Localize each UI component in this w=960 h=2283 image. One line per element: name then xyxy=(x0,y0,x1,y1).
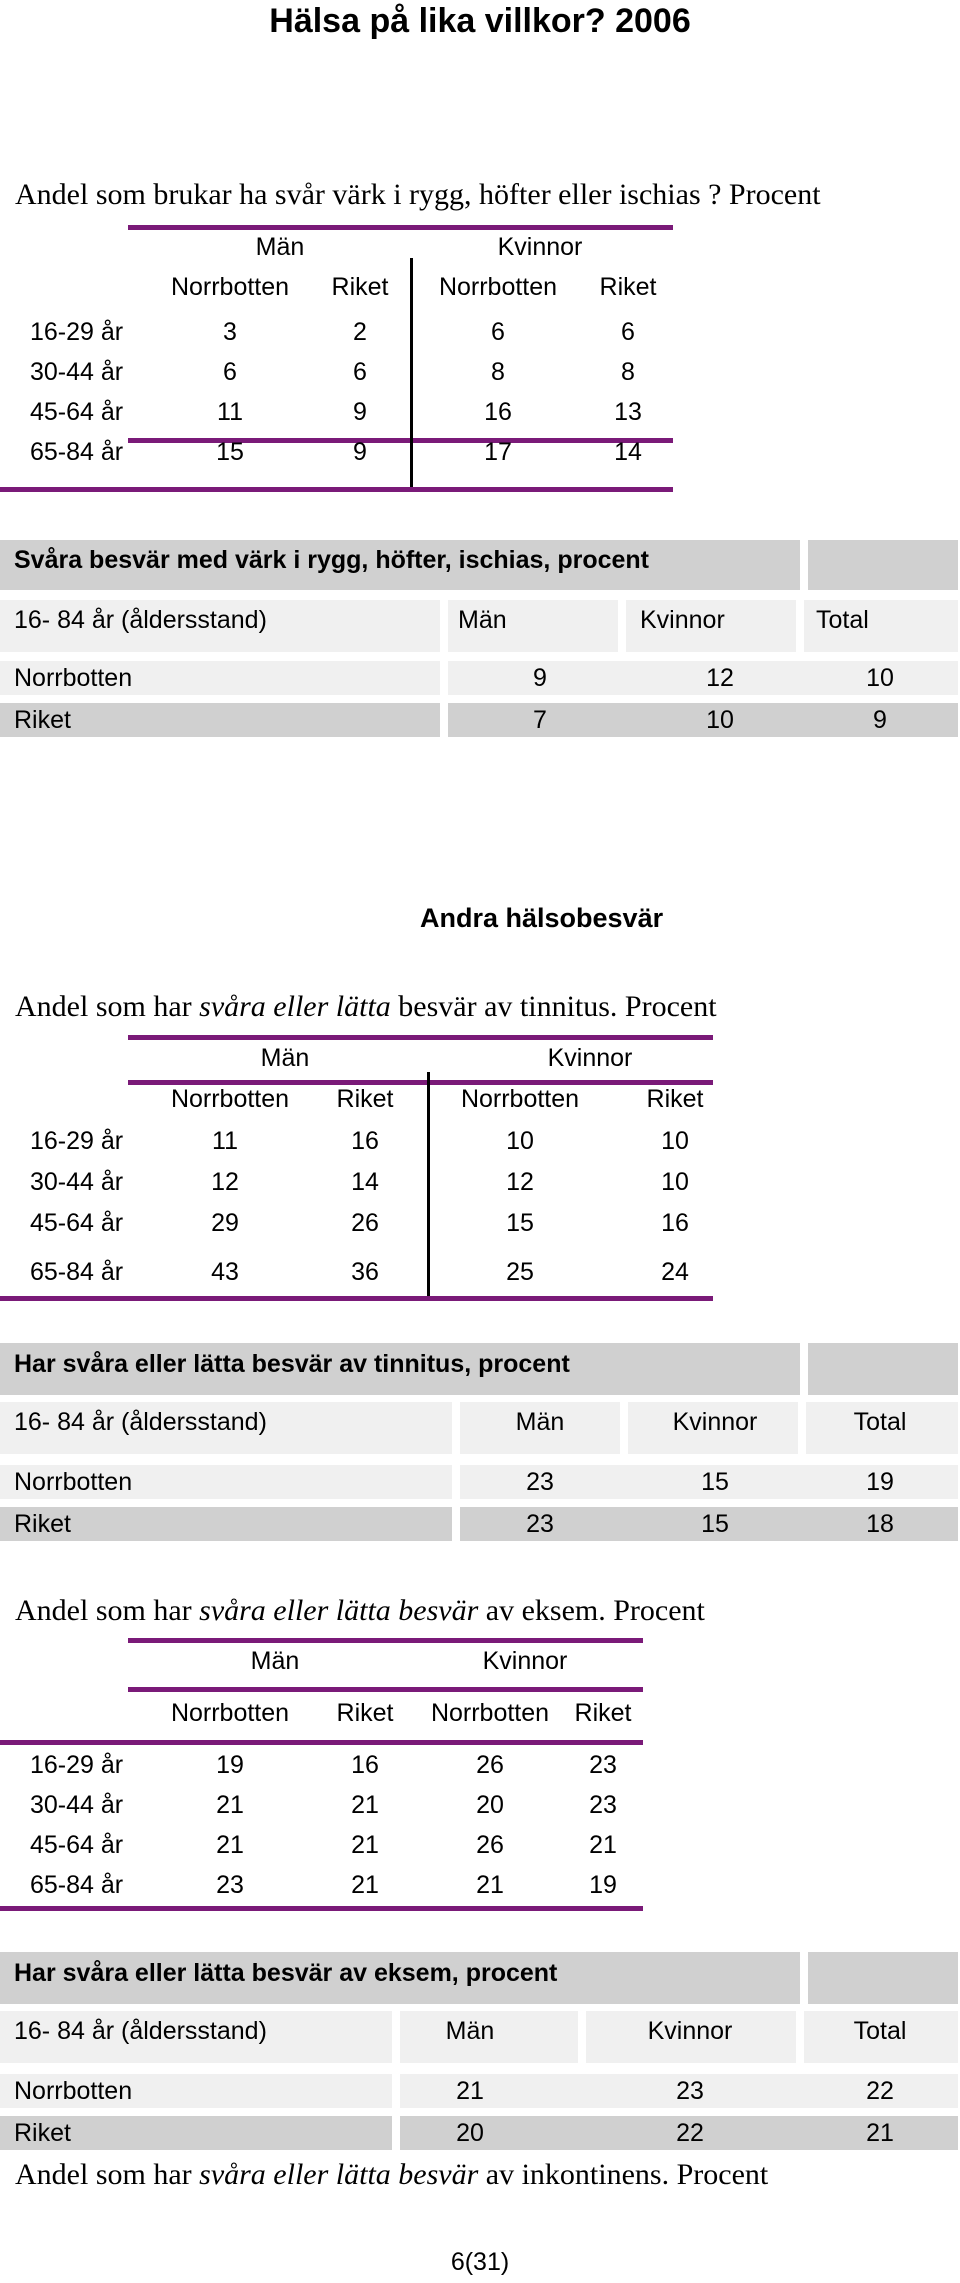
table-cell: 10 xyxy=(706,706,734,734)
table-cell: 9 xyxy=(353,398,367,426)
table-cell: 22 xyxy=(676,2119,704,2147)
table-cell: 19 xyxy=(216,1751,244,1779)
row-label: 45-64 år xyxy=(30,398,124,426)
group-header-women: Kvinnor xyxy=(482,1647,568,1675)
table-cell: 8 xyxy=(621,358,635,386)
section-title: Andra hälsobesvär xyxy=(420,903,664,933)
group-divider xyxy=(427,1072,430,1298)
row-label: 45-64 år xyxy=(30,1831,124,1859)
table-cell: 23 xyxy=(526,1468,554,1496)
row-label: 65-84 år xyxy=(30,1258,124,1286)
table-cell: 43 xyxy=(211,1258,239,1286)
col-header: Norrbotten xyxy=(460,1085,580,1113)
table-cell: 25 xyxy=(506,1258,534,1286)
col-header: Kvinnor xyxy=(647,2017,733,2045)
col-header: Män xyxy=(445,2017,495,2045)
group-header-men: Män xyxy=(255,233,305,261)
table-cell: 16 xyxy=(351,1127,379,1155)
col-header: Riket xyxy=(331,273,389,301)
table-cell: 23 xyxy=(216,1871,244,1899)
table-cell: 9 xyxy=(353,438,367,466)
row-label: Riket xyxy=(14,2119,71,2147)
col-header: Norrbotten xyxy=(430,1699,550,1727)
table-cell: 7 xyxy=(533,706,547,734)
table-cell: 9 xyxy=(533,664,547,692)
table-cell: 6 xyxy=(223,358,237,386)
table-cell: 23 xyxy=(676,2077,704,2105)
table-cell: 18 xyxy=(866,1510,894,1538)
table-cell: 26 xyxy=(476,1751,504,1779)
row-label: Riket xyxy=(14,706,71,734)
table-cell: 29 xyxy=(211,1209,239,1237)
table-cell: 19 xyxy=(589,1871,617,1899)
table-cell: 36 xyxy=(351,1258,379,1286)
table-cell: 21 xyxy=(216,1831,244,1859)
header-rule xyxy=(0,1740,643,1745)
header-rule xyxy=(128,1687,643,1692)
table-cell: 23 xyxy=(589,1751,617,1779)
row-label: 65-84 år xyxy=(30,1871,124,1899)
table-cell: 10 xyxy=(661,1168,689,1196)
table-cell: 24 xyxy=(661,1258,689,1286)
row-label: 16-29 år xyxy=(30,318,124,346)
table-cell: 22 xyxy=(866,2077,894,2105)
table-cell: 12 xyxy=(211,1168,239,1196)
col-header: Riket xyxy=(599,273,657,301)
group-header-men: Män xyxy=(250,1647,300,1675)
table-cell: 10 xyxy=(866,664,894,692)
table-cell: 11 xyxy=(217,398,243,426)
col-header: Riket xyxy=(574,1699,632,1727)
table-cell: 12 xyxy=(706,664,734,692)
table-cell: 8 xyxy=(491,358,505,386)
col-header: 16- 84 år (åldersstand) xyxy=(14,606,267,634)
tinnitus-caption: Andel som har svåra eller lätta besvär av tinnitus. Procent xyxy=(15,990,717,1023)
table-cell: 17 xyxy=(484,438,512,466)
table-cell: 16 xyxy=(661,1209,689,1237)
table-cell: 21 xyxy=(351,1791,379,1819)
col-header: Total xyxy=(853,2017,907,2045)
col-header: Riket xyxy=(646,1085,704,1113)
page-number: 6(31) xyxy=(450,2248,510,2276)
table-cell: 2 xyxy=(353,318,367,346)
col-header: Riket xyxy=(336,1085,394,1113)
summary-heading: Svåra besvär med värk i rygg, höfter, ischias, procent xyxy=(14,546,649,574)
row-label: Norrbotten xyxy=(14,664,133,692)
table-cell: 15 xyxy=(701,1510,729,1538)
group-header-women: Kvinnor xyxy=(497,233,583,261)
bottom-rule xyxy=(0,1296,713,1301)
col-header: Män xyxy=(515,1408,565,1436)
table-cell: 16 xyxy=(351,1751,379,1779)
top-rule xyxy=(128,1638,643,1643)
table-cell: 6 xyxy=(353,358,367,386)
row-label: 16-29 år xyxy=(30,1751,124,1779)
top-rule xyxy=(128,225,673,230)
table-cell: 21 xyxy=(476,1871,504,1899)
summary-heading-bar xyxy=(808,540,958,590)
table-cell: 21 xyxy=(589,1831,617,1859)
col-header: Norrbotten xyxy=(438,273,558,301)
row-label: 65-84 år xyxy=(30,438,124,466)
table-cell: 21 xyxy=(351,1831,379,1859)
table-cell: 14 xyxy=(351,1168,379,1196)
table-cell: 6 xyxy=(491,318,505,346)
table-cell: 10 xyxy=(506,1127,534,1155)
table-cell: 12 xyxy=(506,1168,534,1196)
table-cell: 26 xyxy=(476,1831,504,1859)
table-cell: 26 xyxy=(351,1209,379,1237)
table-cell: 23 xyxy=(589,1791,617,1819)
col-header: Män xyxy=(458,606,507,634)
table-cell: 9 xyxy=(873,706,887,734)
row-label: 16-29 år xyxy=(30,1127,124,1155)
summary-heading: Har svåra eller lätta besvär av tinnitus, procent xyxy=(14,1350,570,1378)
col-header: Total xyxy=(853,1408,907,1436)
table-cell: 23 xyxy=(526,1510,554,1538)
summary-heading-bar xyxy=(808,1343,958,1395)
bottom-rule xyxy=(0,1906,643,1911)
col-header: Kvinnor xyxy=(672,1408,758,1436)
group-header-men: Män xyxy=(260,1044,310,1072)
row-label: Norrbotten xyxy=(14,1468,133,1496)
table-cell: 16 xyxy=(484,398,512,426)
group-header-women: Kvinnor xyxy=(547,1044,633,1072)
row-label: 45-64 år xyxy=(30,1209,124,1237)
col-header: Kvinnor xyxy=(640,606,725,634)
table-cell: 15 xyxy=(701,1468,729,1496)
table-cell: 3 xyxy=(223,318,237,346)
eczema-caption: Andel som har svåra eller lätta besvär av eksem. Procent xyxy=(15,1594,705,1627)
bottom-rule xyxy=(0,487,673,492)
col-header: 16- 84 år (åldersstand) xyxy=(14,2017,267,2045)
col-header: 16- 84 år (åldersstand) xyxy=(14,1408,267,1436)
table-cell: 14 xyxy=(614,438,642,466)
row-label: 30-44 år xyxy=(30,358,124,386)
row-label: Norrbotten xyxy=(14,2077,133,2105)
table-cell: 21 xyxy=(216,1791,244,1819)
table-cell: 11 xyxy=(212,1127,238,1155)
table-cell: 20 xyxy=(476,1791,504,1819)
row-label: Riket xyxy=(14,1510,71,1538)
table-cell: 20 xyxy=(456,2119,484,2147)
row-label: 30-44 år xyxy=(30,1791,124,1819)
table-cell: 15 xyxy=(216,438,244,466)
col-header: Total xyxy=(816,606,869,634)
col-header: Norrbotten xyxy=(170,1699,290,1727)
table-cell: 21 xyxy=(456,2077,484,2105)
group-divider xyxy=(410,258,413,488)
table-cell: 15 xyxy=(506,1209,534,1237)
row-label: 30-44 år xyxy=(30,1168,124,1196)
summary-heading-bar xyxy=(808,1952,958,2004)
table-cell: 6 xyxy=(621,318,635,346)
table-cell: 19 xyxy=(866,1468,894,1496)
col-header: Norrbotten xyxy=(170,273,290,301)
col-header: Riket xyxy=(336,1699,394,1727)
page-title: Hälsa på lika villkor? 2006 xyxy=(269,2,691,40)
table-cell: 13 xyxy=(614,398,642,426)
incontinence-caption: Andel som har svåra eller lätta besvär av inkontinens. Procent xyxy=(15,2158,769,2191)
col-header: Norrbotten xyxy=(170,1085,290,1113)
table-cell: 10 xyxy=(661,1127,689,1155)
table-cell: 21 xyxy=(866,2119,894,2147)
top-rule xyxy=(128,1035,713,1040)
back-pain-caption: Andel som brukar ha svår värk i rygg, höfter eller ischias ? Procent xyxy=(15,178,821,211)
table-cell: 21 xyxy=(351,1871,379,1899)
summary-heading: Har svåra eller lätta besvär av eksem, procent xyxy=(14,1959,558,1987)
